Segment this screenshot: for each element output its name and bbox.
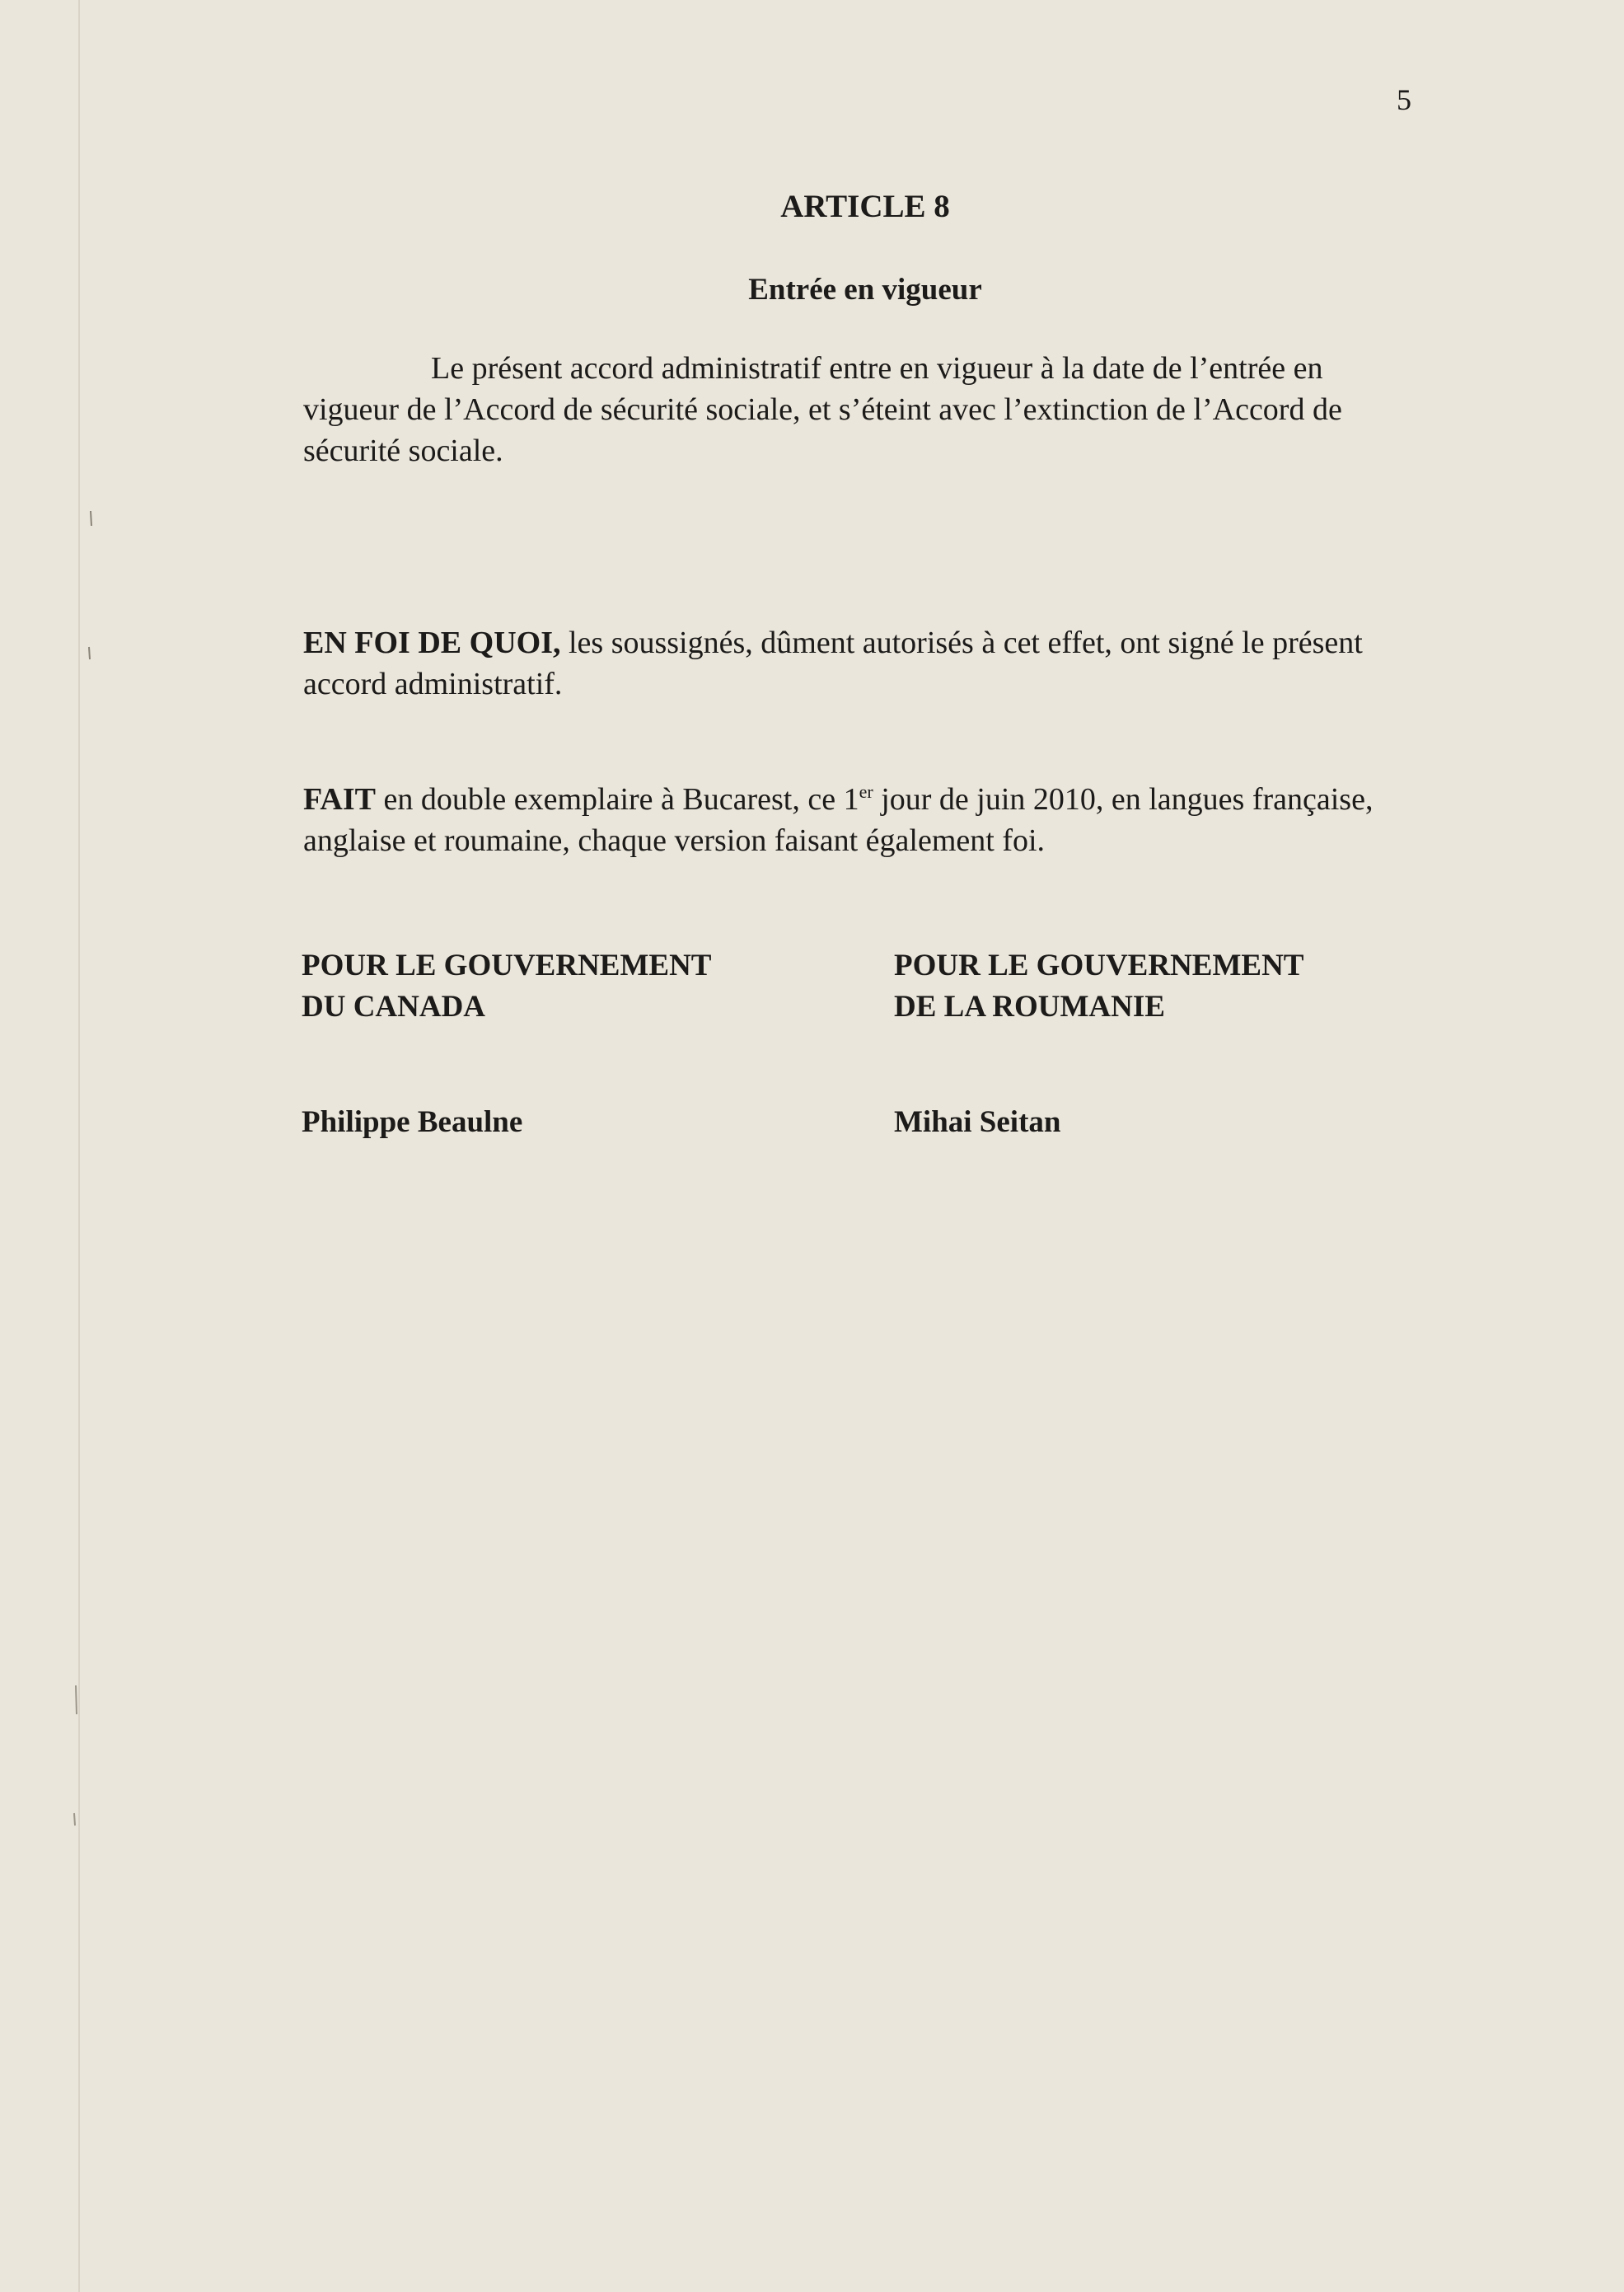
- paper-speck: [74, 1813, 75, 1826]
- witness-text: les soussignés, dûment autorisés à cet effet, ont signé le présent accord administratif.: [303, 626, 1363, 701]
- article-title: ARTICLE 8: [780, 189, 950, 224]
- witness-lead: EN FOI DE QUOI,: [303, 626, 561, 660]
- signature-heading-line1: POUR LE GOUVERNEMENT: [894, 949, 1304, 982]
- done-at-text-a: en double exemplaire à Bucarest, ce 1: [375, 782, 859, 817]
- paper-speck: [89, 647, 90, 659]
- signature-heading-line1: POUR LE GOUVERNEMENT: [302, 949, 712, 982]
- signature-heading-line2: DE LA ROUMANIE: [894, 990, 1165, 1024]
- paper-speck: [76, 1685, 77, 1714]
- signature-heading-line2: DU CANADA: [302, 990, 486, 1024]
- done-at-lead: FAIT: [303, 782, 376, 817]
- page-number: 5: [1397, 83, 1411, 116]
- article-body-paragraph: Le présent accord administratif entre en vigueur à la date de l’entrée en vigueur de l’Accord de sécurité sociale, et s’éteint avec l’extinction de l’Accord de sécurité sociale.: [303, 351, 1342, 468]
- article-subtitle: Entrée en vigueur: [748, 273, 982, 307]
- done-at-text-b: jour de juin 2010, en langues française, anglaise et roumaine, chaque version faisant également foi.: [303, 782, 1374, 858]
- ordinal-superscript: er: [859, 781, 873, 802]
- signer-name-canada: Philippe Beaulne: [302, 1105, 523, 1139]
- signer-name-romania: Mihai Seitan: [894, 1105, 1061, 1139]
